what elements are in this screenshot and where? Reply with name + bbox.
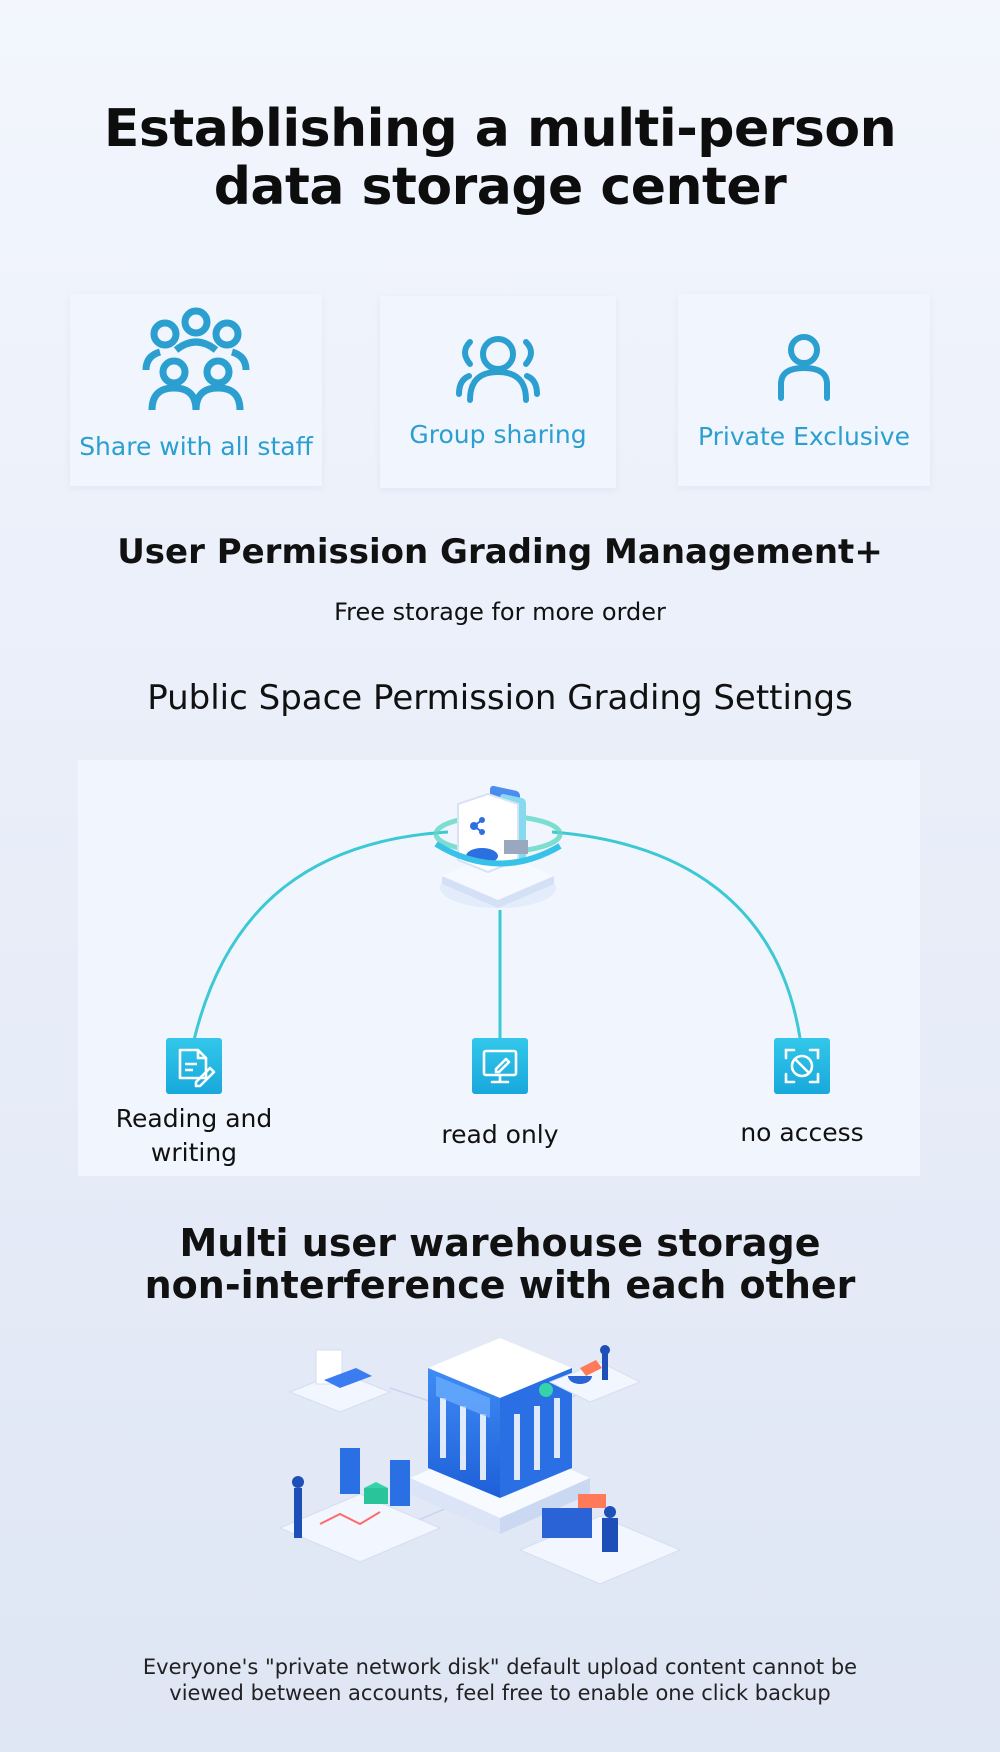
multi-user-title-line-2: non-interference with each other (144, 1263, 856, 1307)
edit-document-icon[interactable] (166, 1038, 222, 1094)
card-private-exclusive[interactable] (678, 294, 930, 486)
single-user-icon (776, 334, 832, 402)
no-access-icon[interactable] (774, 1038, 830, 1094)
permission-diagram (78, 760, 920, 1176)
footer-line-1: Everyone's "private network disk" default upload content cannot be (142, 1655, 858, 1679)
option-label-read-only: read only (441, 1120, 559, 1149)
monitor-pen-icon[interactable] (472, 1038, 528, 1094)
staff-group-icon (138, 306, 254, 412)
page-title (0, 100, 1000, 216)
group-icon (456, 334, 540, 404)
multi-user-title-line-1: Multi user warehouse storage (179, 1221, 821, 1265)
card-group-sharing[interactable] (380, 296, 616, 488)
page-title-line-2: data storage center (213, 157, 787, 217)
footer-description (0, 1654, 1000, 1706)
page-title-line-1: Establishing a multi-person (103, 99, 897, 159)
option-label-no-access: no access (740, 1118, 864, 1147)
warehouse-illustration (280, 1328, 720, 1628)
option-label-read-write (94, 1102, 294, 1170)
permission-subtitle: Free storage for more order (334, 598, 666, 626)
card-label-group-sharing: Group sharing (409, 420, 587, 449)
footer-line-2: viewed between accounts, feel free to enable one click backup (169, 1681, 831, 1705)
public-space-title: Public Space Permission Grading Settings (147, 678, 853, 718)
option-label-read-write-line-1: Reading and (115, 1104, 273, 1133)
multi-user-title (0, 1222, 1000, 1306)
option-label-read-write-line-2: writing (150, 1138, 238, 1167)
card-label-private-exclusive: Private Exclusive (698, 422, 910, 451)
storage-server-icon (428, 764, 568, 914)
card-share-all-staff[interactable] (70, 294, 322, 486)
card-label-share-all-staff: Share with all staff (79, 432, 313, 461)
permission-title: User Permission Grading Management+ (117, 532, 883, 572)
